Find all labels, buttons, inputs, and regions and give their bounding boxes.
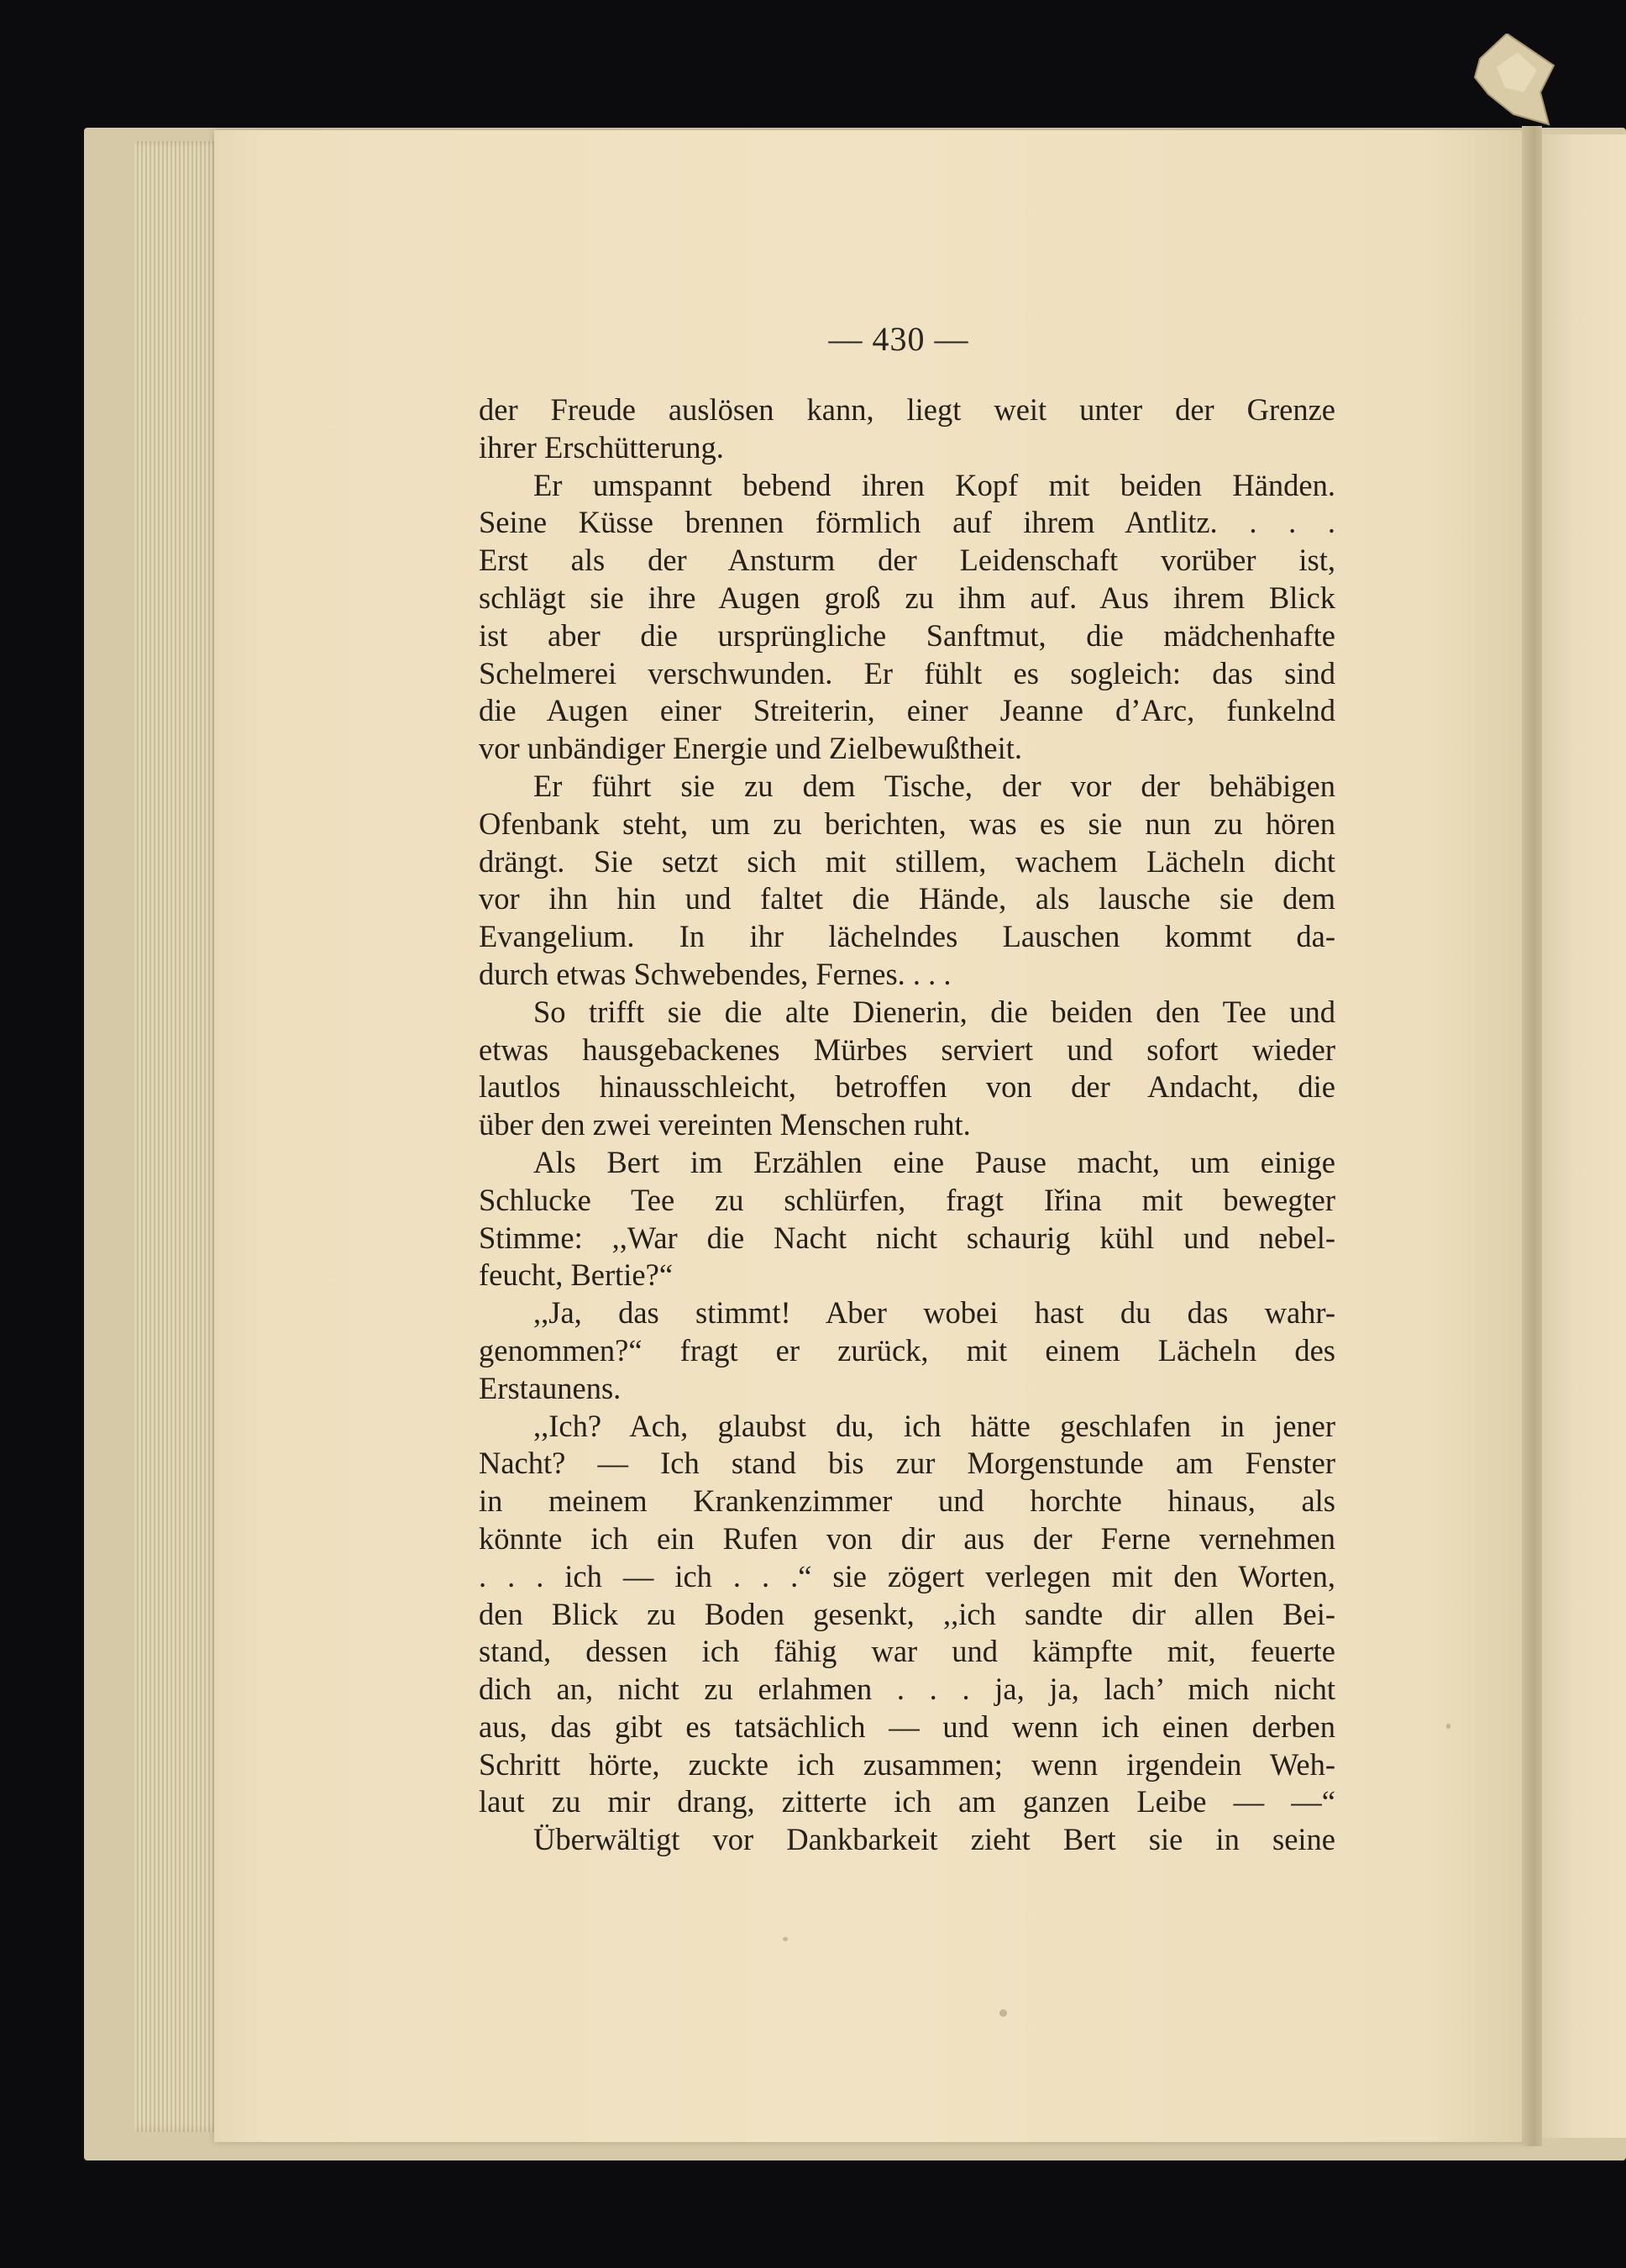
- text-line: Seine Küsse brennen förmlich auf ihrem Antlitz. . . .: [479, 505, 1335, 540]
- text-line: könnte ich ein Rufen von dir aus der Ferne vernehmen: [479, 1520, 1335, 1556]
- text-line: drängt. Sie setzt sich mit stillem, wachem Lächeln dicht: [479, 843, 1335, 879]
- text-line: lautlos hinausschleicht, betroffen von der Andacht, die: [479, 1069, 1335, 1105]
- text-line: Er führt sie zu dem Tische, der vor der behäbigen: [533, 768, 1335, 803]
- text-line: Stimme: ,,War die Nacht nicht schaurig kühl und nebel-: [479, 1220, 1335, 1255]
- text-line: aus, das gibt es tatsächlich — und wenn ich einen derben: [479, 1709, 1335, 1744]
- text-line: Evangelium. In ihr lächelndes Lauschen kommt da-: [479, 919, 1335, 954]
- body-text: [479, 391, 1335, 1859]
- text-line: ,,Ja, das stimmt! Aber wobei hast du das wahr-: [533, 1295, 1335, 1331]
- text-line: über den zwei vereinten Menschen ruht.: [479, 1107, 971, 1142]
- torn-paper-corner-icon: [1471, 34, 1555, 126]
- text-line: feucht, Bertie?“: [479, 1257, 674, 1293]
- paper-speck: [783, 1937, 788, 1941]
- text-line: vor ihn hin und faltet die Hände, als lausche sie dem: [479, 881, 1335, 916]
- text-line: der Freude auslösen kann, liegt weit unter der Grenze: [479, 392, 1335, 427]
- text-line: ihrer Erschütterung.: [479, 429, 724, 465]
- text-line: laut zu mir drang, zitterte ich am ganzen Leibe — —“: [479, 1784, 1335, 1819]
- text-line: Erst als der Ansturm der Leidenschaft vorüber ist,: [479, 543, 1335, 578]
- text-line: in meinem Krankenzimmer und horchte hinaus, als: [479, 1483, 1335, 1519]
- text-line: dich an, nicht zu erlahmen . . . ja, ja, lach’ mich nicht: [479, 1672, 1335, 1707]
- text-line: . . . ich — ich . . .“ sie zögert verlegen mit den Worten,: [479, 1558, 1335, 1593]
- text-line: ist aber die ursprüngliche Sanftmut, die mädchenhafte: [479, 617, 1335, 653]
- text-line: Nacht? — Ich stand bis zur Morgenstunde am Fenster: [479, 1446, 1335, 1481]
- text-line: ,,Ich? Ach, glaubst du, ich hätte geschlafen in jener: [533, 1408, 1335, 1443]
- text-line: schlägt sie ihre Augen groß zu ihm auf. Aus ihrem Blick: [479, 580, 1335, 615]
- text-line: den Blick zu Boden gesenkt, ,,ich sandte dir allen Bei-: [479, 1596, 1335, 1631]
- text-line: vor unbändiger Energie und Zielbewußtheit.: [479, 731, 1023, 766]
- text-line: etwas hausgebackenes Mürbes serviert und sofort wieder: [479, 1032, 1335, 1067]
- text-line: genommen?“ fragt er zurück, mit einem Lächeln des: [479, 1332, 1335, 1368]
- paper-speck: [1446, 1724, 1450, 1729]
- text-line: Überwältigt vor Dankbarkeit zieht Bert sie in seine: [533, 1822, 1335, 1857]
- text-line: die Augen einer Streiterin, einer Jeanne d’Arc, funkelnd: [479, 693, 1335, 728]
- text-line: durch etwas Schwebendes, Fernes. . . .: [479, 956, 952, 991]
- text-line: Erstaunens.: [479, 1370, 622, 1405]
- page-edges-stack: [134, 141, 227, 2132]
- text-line: Er umspannt bebend ihren Kopf mit beiden Händen.: [533, 467, 1335, 502]
- right-page-edge: [1542, 134, 1626, 2138]
- text-line: Ofenbank steht, um zu berichten, was es sie nun zu hören: [479, 806, 1335, 841]
- text-line: Schelmerei verschwunden. Er fühlt es sogleich: das sind: [479, 655, 1335, 690]
- text-line: Schlucke Tee zu schlürfen, fragt Iřina mit bewegter: [479, 1182, 1335, 1217]
- text-line: So trifft sie die alte Dienerin, die beiden den Tee und: [533, 994, 1335, 1029]
- book-gutter: [1522, 126, 1542, 2146]
- text-line: Schritt hörte, zuckte ich zusammen; wenn irgendein Weh-: [479, 1746, 1335, 1782]
- paper-speck: [999, 2009, 1007, 2017]
- text-line: stand, dessen ich fähig war und kämpfte mit, feuerte: [479, 1634, 1335, 1669]
- page-number: — 430 —: [828, 320, 969, 358]
- text-line: Als Bert im Erzählen eine Pause macht, um einige: [533, 1144, 1335, 1179]
